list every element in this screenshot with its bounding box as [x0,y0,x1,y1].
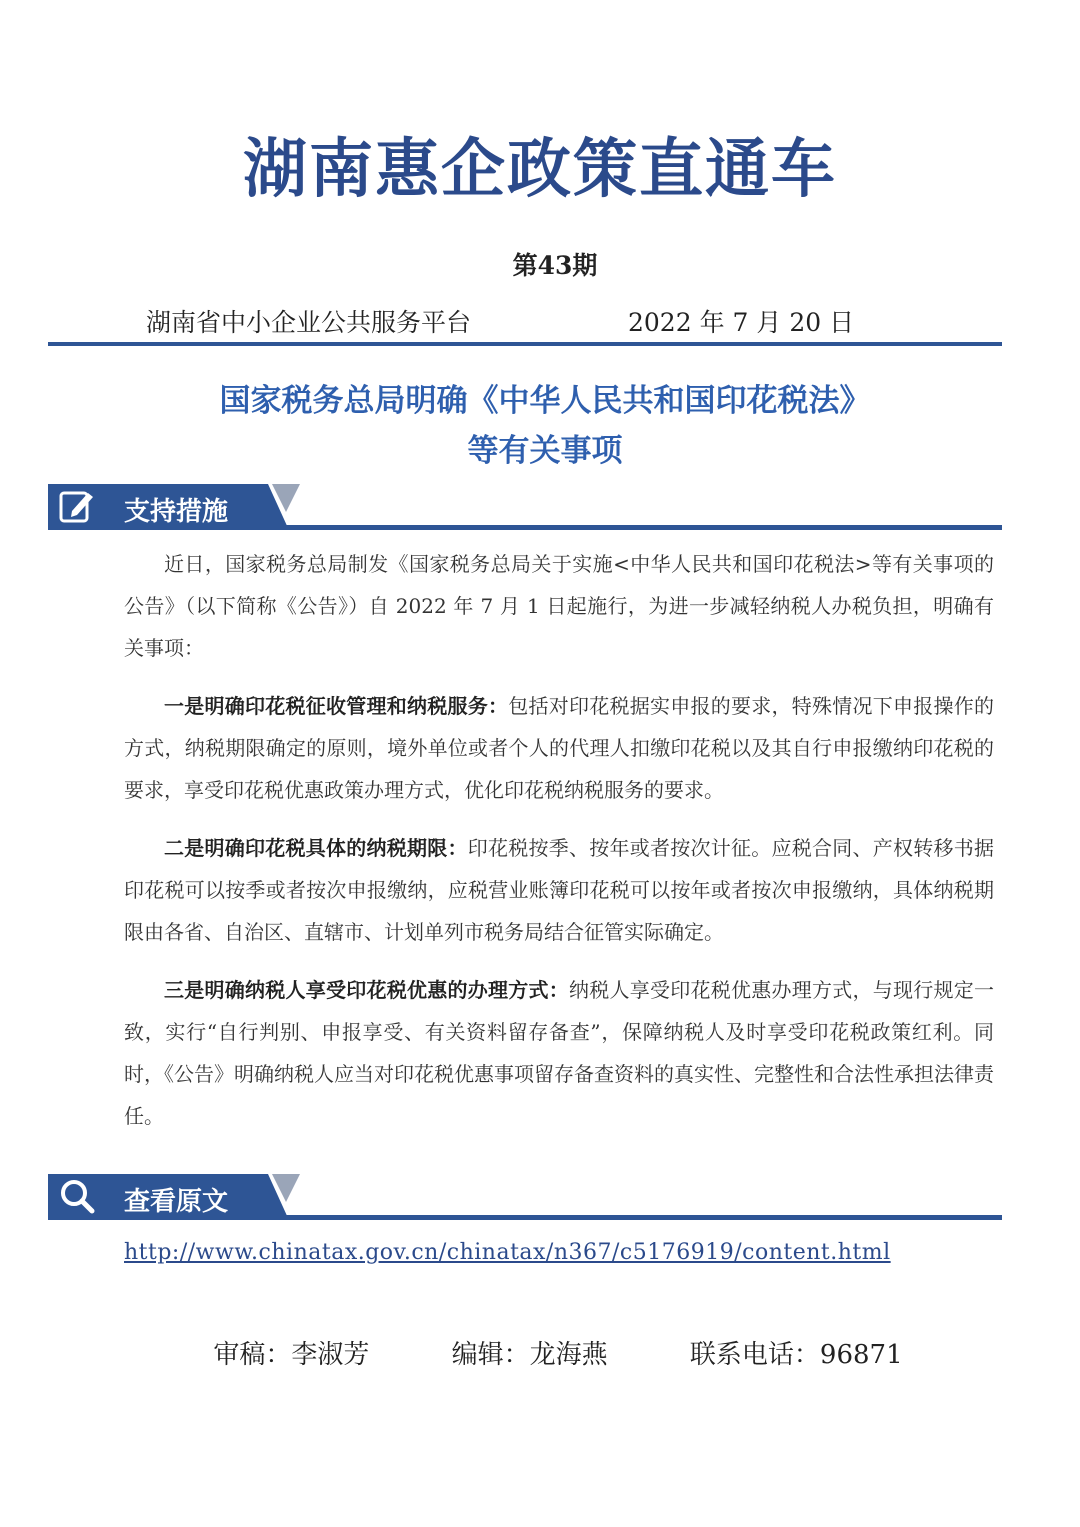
paragraph-2-text: 印花税按季、按年或者按次计征。应税合同、产权转移书据印花税可以按季或者按次申报缴纳，应税营业账簿印花税可以按年或者按次申报缴纳，具体纳税期限由各省、自治区、直辖市、计划单列市税务局结合征管实际确定。 [124,836,994,944]
footer-phone: 联系电话：96871 [689,1340,903,1370]
paragraph-2 [124,827,994,953]
footer-reviewer: 审稿：李淑芳 [213,1340,370,1370]
paragraph-1-heading: 一是明确印花税征收管理和纳税服务： [164,694,509,718]
masthead-title: 湖南惠企政策直通车 [243,133,837,207]
paragraph-intro: 近日，国家税务总局制发《国家税务总局关于实施<中华人民共和国印花税法>等有关事项的公告》（以下简称《公告》）自 2022 年 7 月 1 日起施行，为进一步减轻纳税人办税负担，明确有关事项： [124,552,994,660]
publisher-name: 湖南省中小企业公共服务平台 [146,308,472,337]
article-title-line2: 等有关事项 [467,433,623,469]
section-header-support [48,482,1002,532]
paragraph-3 [124,969,994,1137]
footer-editor: 编辑：龙海燕 [451,1340,608,1370]
publish-date: 2022 年 7 月 20 日 [628,308,855,337]
header-divider [48,342,1002,346]
footer-credits [0,1334,1080,1371]
article-title-line1: 国家税务总局明确《中华人民共和国印花税法》 [219,383,871,419]
pen-edit-icon [58,487,96,525]
section-label-original: 查看原文 [124,1187,229,1217]
section-label-support: 支持措施 [124,497,229,527]
paragraph-3-heading: 三是明确纳税人享受印花税优惠的办理方式： [164,978,569,1002]
article-body [124,543,994,1137]
original-source-link[interactable]: http://www.chinatax.gov.cn/chinatax/n367/c5176919/content.html [124,1240,891,1265]
paragraph-1-text: 包括对印花税据实申报的要求，特殊情况下申报操作的方式，纳税期限确定的原则，境外单位或者个人的代理人扣缴印花税以及其自行申报缴纳印花税的要求，享受印花税优惠政策办理方式，优化印花税纳税服务的要求。 [124,694,994,802]
paragraph-2-heading: 二是明确印花税具体的纳税期限： [164,836,468,860]
article-title [0,376,1080,476]
paragraph-3-text: 纳税人享受印花税优惠办理方式，与现行规定一致，实行“自行判别、申报享受、有关资料留存备查”，保障纳税人及时享受印花税政策红利。同时，《公告》明确纳税人应当对印花税优惠事项留存备查资料的真实性、完整性和合法性承担法律责任。 [124,978,994,1128]
issue-number: 第43期 [512,251,598,280]
search-icon [58,1177,96,1215]
paragraph-1 [124,685,994,811]
section-header-original [48,1172,1002,1222]
